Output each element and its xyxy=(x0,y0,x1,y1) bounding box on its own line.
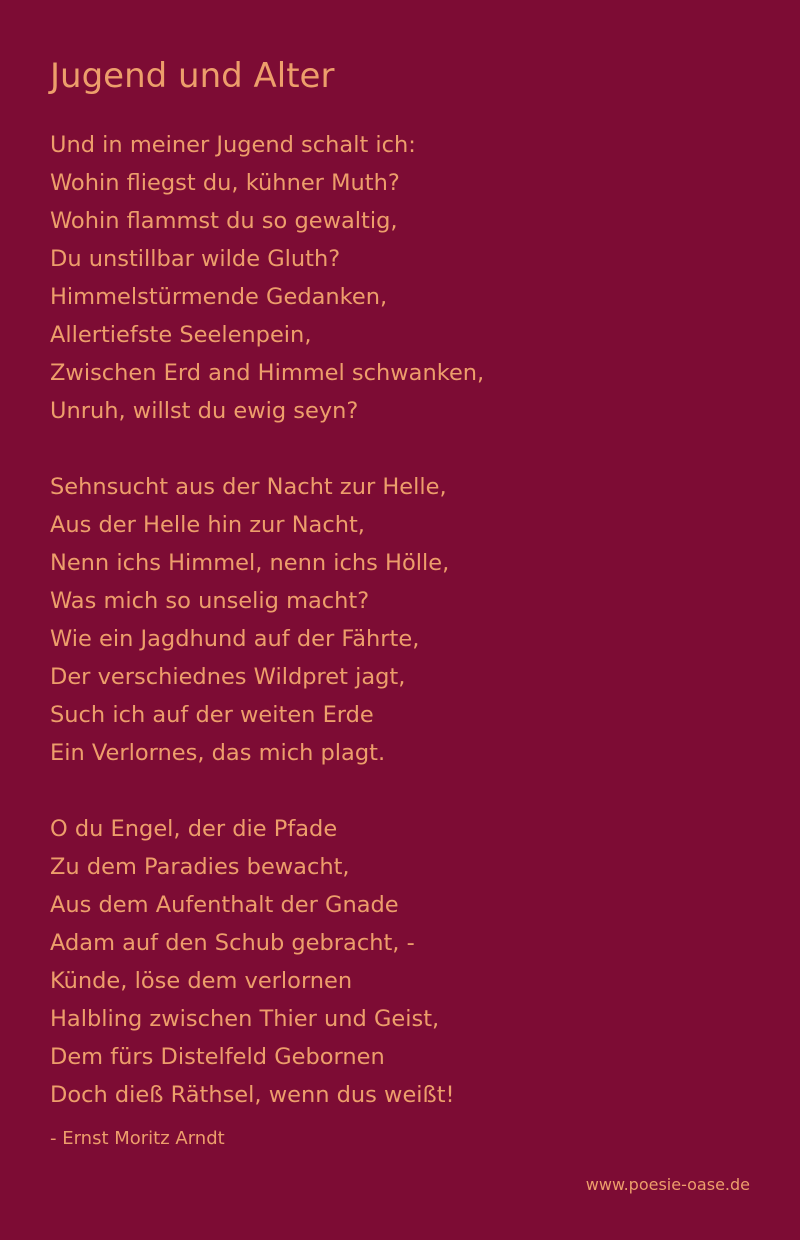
poem-line: Doch dieß Räthsel, wenn dus weißt! xyxy=(50,1082,455,1108)
poem-line: Aus dem Aufenthalt der Gnade xyxy=(50,892,399,918)
poem-line: Unruh, willst du ewig seyn? xyxy=(50,398,359,424)
stanza-3 xyxy=(50,810,455,1114)
poem-line: Nenn ichs Himmel, nenn ichs Hölle, xyxy=(50,550,450,576)
poem-line: Ein Verlornes, das mich plagt. xyxy=(50,740,386,766)
poem-line: Was mich so unselig macht? xyxy=(50,588,370,614)
poem-line: Himmelstürmende Gedanken, xyxy=(50,284,388,310)
poem-line: Der verschiednes Wildpret jagt, xyxy=(50,664,406,690)
website-url: www.poesie-oase.de xyxy=(585,1175,750,1194)
poem-line: Und in meiner Jugend schalt ich: xyxy=(50,132,416,158)
stanza-1 xyxy=(50,126,484,430)
stanza-2 xyxy=(50,468,449,772)
poem-line: Zu dem Paradies bewacht, xyxy=(50,854,350,880)
poem-line: Dem fürs Distelfeld Gebornen xyxy=(50,1044,385,1070)
poem-line: Such ich auf der weiten Erde xyxy=(50,702,374,728)
poem-line: Wohin fliegst du, kühner Muth? xyxy=(50,170,400,196)
poem-line: Halbling zwischen Thier und Geist, xyxy=(50,1006,440,1032)
poem-line: Sehnsucht aus der Nacht zur Helle, xyxy=(50,474,447,500)
poem-line: Wohin flammst du so gewaltig, xyxy=(50,208,398,234)
poem-line: Künde, löse dem verlornen xyxy=(50,968,353,994)
poem-line: Zwischen Erd and Himmel schwanken, xyxy=(50,360,485,386)
poem-line: Wie ein Jagdhund auf der Fährte, xyxy=(50,626,420,652)
poem-line: Allertiefste Seelenpein, xyxy=(50,322,312,348)
poem-title: Jugend und Alter xyxy=(50,56,335,96)
poem-line: Aus der Helle hin zur Nacht, xyxy=(50,512,365,538)
poem-line: Du unstillbar wilde Gluth? xyxy=(50,246,341,272)
poem-author: - Ernst Moritz Arndt xyxy=(50,1128,225,1149)
poem-line: Adam auf den Schub gebracht, - xyxy=(50,930,415,956)
poem-line: O du Engel, der die Pfade xyxy=(50,816,338,842)
